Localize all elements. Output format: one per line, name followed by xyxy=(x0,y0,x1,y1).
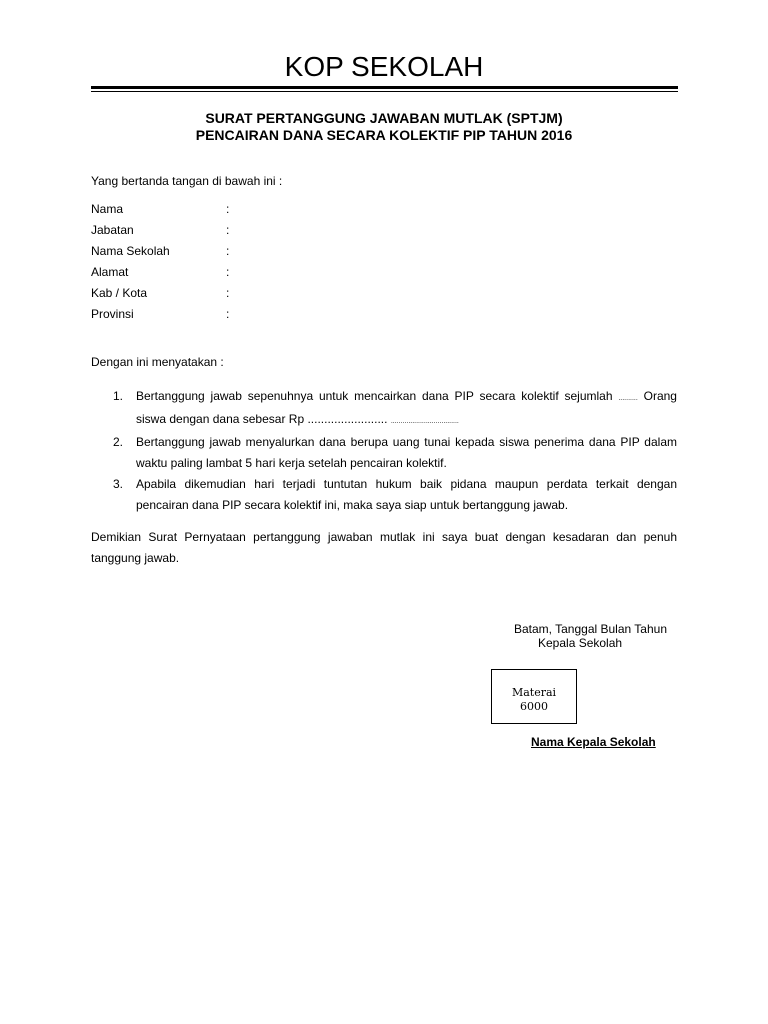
declaration-text: Dengan ini menyatakan : xyxy=(91,355,224,369)
blank-dots: ................................... xyxy=(390,418,459,425)
letterhead-rule-thin xyxy=(91,91,678,92)
field-nama xyxy=(91,202,391,223)
field-label: Provinsi xyxy=(91,307,134,321)
field-colon: : xyxy=(226,307,230,321)
list-item-number: 2. xyxy=(113,435,124,449)
closing-paragraph: Demikian Surat Pernyataan pertanggung jawaban mutlak ini saya buat dengan kesadaran dan penuh tanggung jawab. xyxy=(91,530,677,565)
field-alamat xyxy=(91,265,391,286)
field-label: Kab / Kota xyxy=(91,286,148,300)
place-date: Batam, Tanggal Bulan Tahun xyxy=(514,622,668,636)
identity-fields xyxy=(91,202,391,328)
field-label: Nama xyxy=(91,202,124,216)
stamp-line-2: 6000 xyxy=(520,700,548,713)
list-item xyxy=(91,386,677,432)
list-item-number: 1. xyxy=(113,389,124,403)
list-item-number: 3. xyxy=(113,477,124,491)
field-label: Jabatan xyxy=(91,223,134,237)
letterhead-title: KOP SEKOLAH xyxy=(284,51,484,82)
field-jabatan xyxy=(91,223,391,244)
field-colon: : xyxy=(226,202,230,216)
blank-dots: .......... xyxy=(618,395,638,402)
field-colon: : xyxy=(226,223,230,237)
title-line-1: SURAT PERTANGGUNG JAWABAN MUTLAK (SPTJM) xyxy=(205,110,563,126)
field-label: Nama Sekolah xyxy=(91,244,170,258)
signer-role: Kepala Sekolah xyxy=(538,636,623,650)
list-item-text: Bertanggung jawab menyalurkan dana berupa uang tunai kepada siswa penerima dana PIP dalam waktu paling lambat 5 hari kerja setelah pencairan kolektif. xyxy=(136,435,677,470)
stamp-line-1: Materai xyxy=(511,686,557,699)
field-colon: : xyxy=(226,244,230,258)
field-kab-kota xyxy=(91,286,391,307)
field-nama-sekolah xyxy=(91,244,391,265)
list-item xyxy=(91,474,677,516)
field-colon: : xyxy=(226,286,230,300)
field-colon: : xyxy=(226,265,230,279)
stamp-box xyxy=(491,669,577,724)
stamp-label xyxy=(492,686,576,714)
document-title xyxy=(90,110,678,144)
list-item-text xyxy=(136,386,677,432)
intro-text: Yang bertanda tangan di bawah ini : xyxy=(91,174,283,188)
title-line-2: PENCAIRAN DANA SECARA KOLEKTIF PIP TAHUN 2016 xyxy=(195,127,573,143)
signer-name: Nama Kepala Sekolah xyxy=(531,735,656,749)
statement-list xyxy=(91,386,677,516)
list-item-text: Apabila dikemudian hari terjadi tuntutan hukum baik pidana maupun perdata terkait dengan pencairan dana PIP secara kolektif ini, maka saya siap untuk bertanggung jawab. xyxy=(136,477,677,512)
letterhead-rule-thick xyxy=(91,86,678,89)
item-text-part: Orang siswa dengan dana sebesar Rp ........................ xyxy=(136,389,677,426)
field-label: Alamat xyxy=(91,265,129,279)
list-item xyxy=(91,432,677,474)
field-provinsi xyxy=(91,307,391,328)
item-text-part: Bertanggung jawab sepenuhnya untuk mencairkan dana PIP secara kolektif sejumlah xyxy=(136,389,613,403)
